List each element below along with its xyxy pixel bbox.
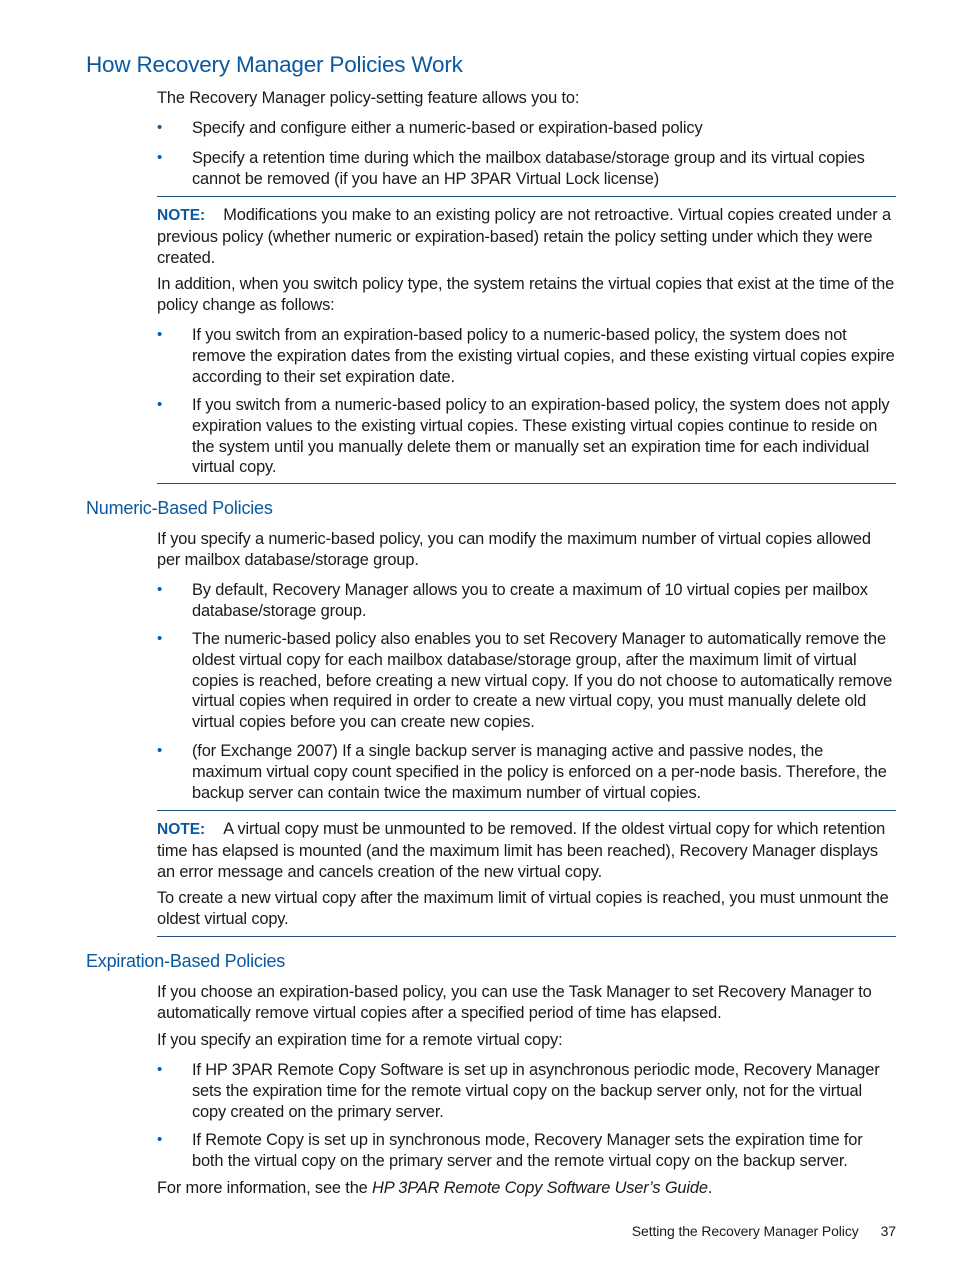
note-paragraph: In addition, when you switch policy type, the system retains the virtual copies that exist at the time of the policy change as follows:	[157, 275, 895, 314]
page-footer	[632, 1223, 896, 1239]
numeric-intro: If you specify a numeric-based policy, you can modify the maximum number of virtual copies allowed per mailbox database/storage group.	[157, 530, 871, 569]
list-item-text: Specify a retention time during which the mailbox database/storage group and its virtual copies cannot be removed (if you have an HP 3PAR Virtual Lock license)	[192, 149, 865, 188]
bullet-icon: •	[157, 396, 163, 413]
bullet-icon: •	[157, 1131, 163, 1148]
list-item-text: Specify and configure either a numeric-based or expiration-based policy	[192, 119, 703, 137]
note-top-rule	[157, 810, 896, 811]
bullet-icon: •	[157, 742, 163, 759]
list-item-text: By default, Recovery Manager allows you to create a maximum of 10 virtual copies per mailbox database/storage group.	[192, 581, 868, 620]
bullet-icon: •	[157, 1061, 163, 1078]
note-2	[157, 819, 897, 882]
intro-paragraph: The Recovery Manager policy-setting feature allows you to:	[157, 89, 580, 107]
section-heading-numeric: Numeric-Based Policies	[86, 498, 273, 518]
list-item-text: If HP 3PAR Remote Copy Software is set up in asynchronous periodic mode, Recovery Manager sets the expiration time for the remote virtual copy on the backup server only, not for the virtual copy created on the primary server.	[192, 1061, 880, 1121]
bullet-icon: •	[157, 630, 163, 647]
bullet-icon: •	[157, 119, 163, 136]
list-item-text: (for Exchange 2007) If a single backup server is managing active and passive nodes, the maximum virtual copy count specified in the policy is enforced on a per-node basis. Therefore, the backup server can contain twice the maximum number of virtual copies.	[192, 742, 887, 802]
footer-section-title: Setting the Recovery Manager Policy	[631, 1223, 859, 1239]
bullet-icon: •	[157, 581, 163, 598]
bullet-icon: •	[157, 326, 163, 343]
note-1	[157, 205, 897, 268]
bullet-icon: •	[157, 149, 163, 166]
note-top-rule	[157, 196, 896, 197]
list-item-text: If you switch from a numeric-based policy to an expiration-based policy, the system does not apply expiration values to the existing virtual copies. These existing virtual copies continue to reside on the system until you manually delete them or manually set an expiration time for each individual virtual copy.	[192, 396, 890, 477]
note-label: NOTE:	[157, 821, 206, 838]
note-label: NOTE:	[157, 207, 206, 224]
note-bottom-rule	[157, 936, 896, 937]
list-item-text: If you switch from an expiration-based policy to a numeric-based policy, the system does not remove the expiration dates from the existing virtual copies, and these existing virtual copies expire according to their set expiration date.	[192, 326, 895, 386]
more-info-paragraph	[157, 1178, 897, 1199]
note-text: A virtual copy must be unmounted to be removed. If the oldest virtual copy for which retention time has elapsed is mounted (and the maximum limit has been reached), Recovery Manager displays an error message and cancels creation of the new virtual copy.	[157, 820, 886, 881]
expiration-intro: If you choose an expiration-based policy, you can use the Task Manager to set Recovery Manager to automatically remove virtual copies after a specified period of time has elapsed.	[157, 983, 872, 1022]
list-item-text: If Remote Copy is set up in synchronous mode, Recovery Manager sets the expiration time for both the virtual copy on the primary server and the remote virtual copy on the backup server.	[192, 1131, 863, 1170]
remote-intro: If you specify an expiration time for a remote virtual copy:	[157, 1031, 563, 1049]
note-bottom-rule	[157, 483, 896, 484]
more-info-prefix: For more information, see the	[157, 1179, 373, 1197]
list-item-text: The numeric-based policy also enables you to set Recovery Manager to automatically remove the oldest virtual copy for each mailbox database/storage group, after the maximum limit of virtual copies is reached, before creating a new virtual copy. If you do not choose to automatically remove virtual copies when required in order to create a new virtual copy, you must manually delete old virtual copies before you can create new copies.	[192, 630, 893, 732]
page-number: 37	[880, 1223, 896, 1239]
note-paragraph: To create a new virtual copy after the maximum limit of virtual copies is reached, you must unmount the oldest virtual copy.	[157, 889, 889, 928]
note-text: Modifications you make to an existing policy are not retroactive. Virtual copies created under a previous policy (whether numeric or expiration-based) retain the policy setting under which they were created.	[157, 206, 891, 267]
section-heading-expiration: Expiration-Based Policies	[86, 951, 286, 971]
guide-title: HP 3PAR Remote Copy Software User’s Guide	[372, 1179, 708, 1197]
more-info-suffix: .	[707, 1179, 713, 1197]
page-title: How Recovery Manager Policies Work	[86, 52, 463, 77]
